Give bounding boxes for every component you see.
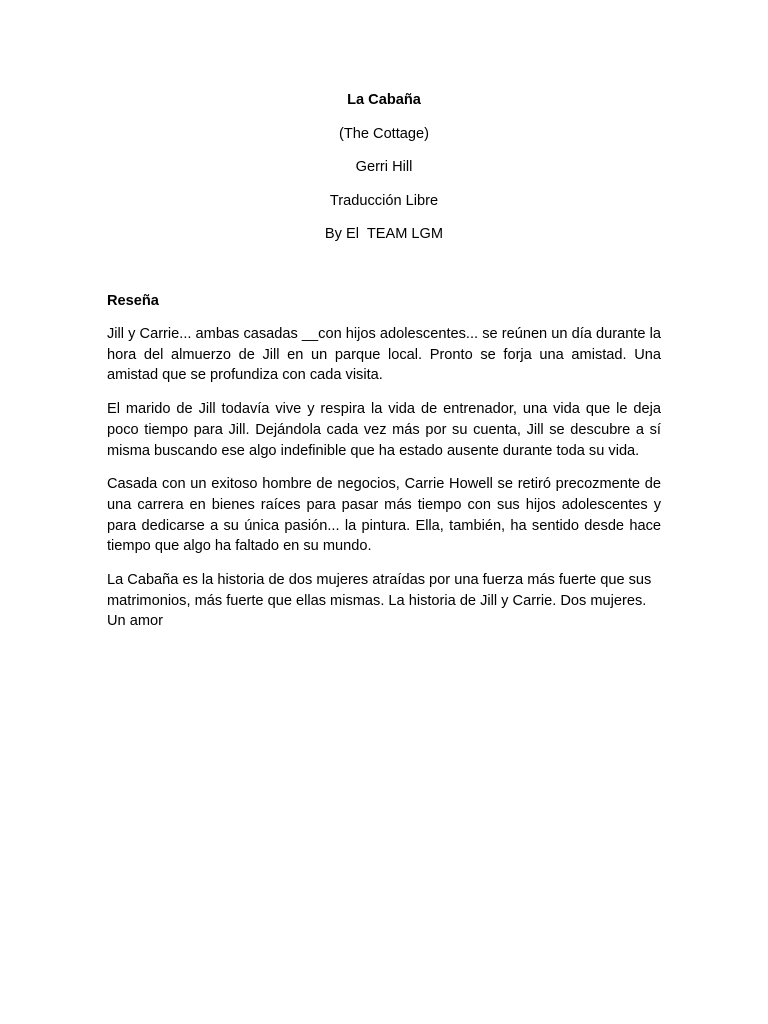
review-heading: Reseña	[107, 293, 159, 309]
review-paragraph: La Cabaña es la historia de dos mujeres atraídas por una fuerza más fuerte que sus matrimonios, más fuerte que ellas mismas. La historia de Jill y Carrie. Dos mujeres. Un amor	[107, 572, 652, 630]
document-title: La Cabaña	[347, 92, 421, 108]
review-paragraph: El marido de Jill todavía vive y respira la vida de entrenador, una vida que le deja poco tiempo para Jill. Dejándola cada vez más por su cuenta, Jill se descubre a sí misma buscando ese algo indefinible que ha estado ausente durante toda su vida.	[107, 401, 661, 459]
review-paragraph: Jill y Carrie... ambas casadas __con hijos adolescentes... se reúnen un día durante la hora del almuerzo de Jill en un parque local. Pronto se forja una amistad. Una amistad que se profundiza con cada visita.	[107, 326, 661, 384]
review-paragraph: Casada con un exitoso hombre de negocios, Carrie Howell se retiró precozmente de una carrera en bienes raíces para pasar más tiempo con sus hijos adolescentes y para dedicarse a su única pasión... la pintura. Ella, también, ha sentido desde hace tiempo que algo ha faltado en su mundo.	[107, 476, 661, 555]
title-block	[0, 90, 768, 258]
credit-line: By El TEAM LGM	[324, 226, 444, 242]
translation-note: Traducción Libre	[329, 192, 439, 209]
document-subtitle: (The Cottage)	[338, 125, 430, 142]
document-author: Gerri Hill	[355, 159, 413, 175]
review-section	[107, 291, 661, 645]
